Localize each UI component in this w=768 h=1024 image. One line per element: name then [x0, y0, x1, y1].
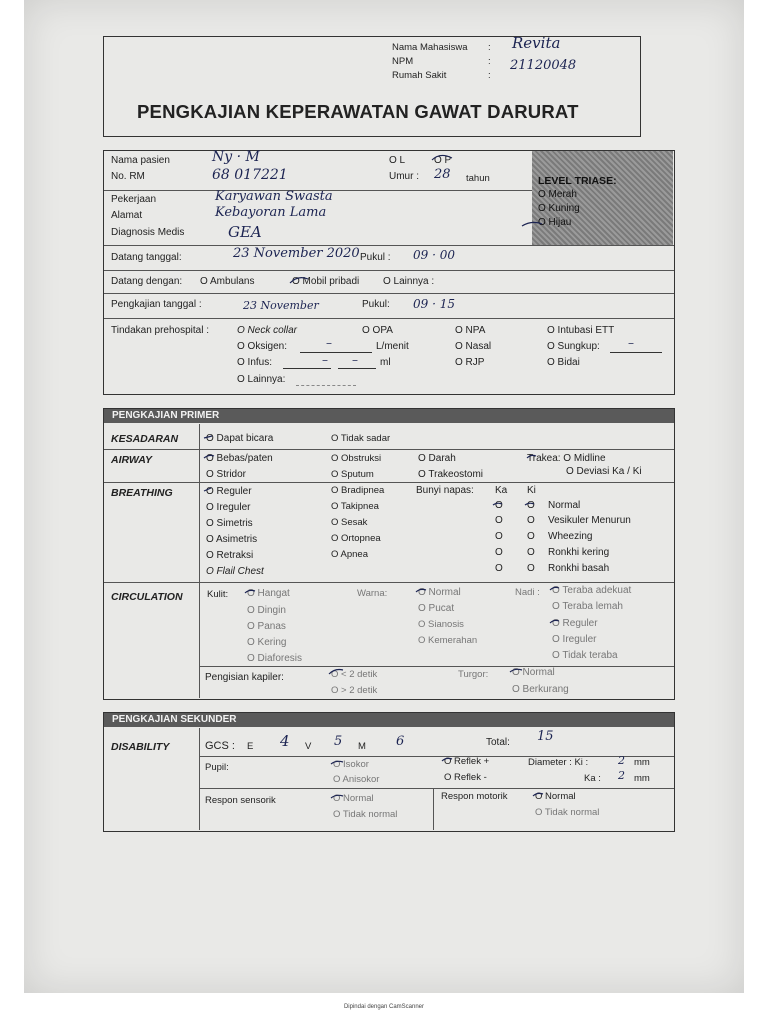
- vesikuler-label: Vesikuler Menurun: [548, 515, 631, 526]
- kulit-label: Kulit:: [207, 589, 229, 600]
- deviasi-option[interactable]: O Deviasi Ka / Ki: [566, 466, 642, 477]
- ki-radio[interactable]: O: [527, 515, 535, 526]
- kapiler-gt2-option[interactable]: O > 2 detik: [331, 685, 378, 696]
- tahun-label: tahun: [466, 173, 490, 184]
- pekerjaan-label: Pekerjaan: [111, 194, 157, 205]
- gcs-m-label: M: [358, 741, 366, 752]
- tindakan-prehospital-label: Tindakan prehospital :: [111, 325, 210, 336]
- pengkajian-tanggal-value: 23 November: [243, 299, 319, 312]
- mobil-pribadi-option[interactable]: O Mobil pribadi: [292, 276, 360, 287]
- diaforesis-option[interactable]: O Diaforesis: [247, 653, 303, 664]
- diagnosis-label: Diagnosis Medis: [111, 227, 185, 238]
- datang-tanggal-label: Datang tanggal:: [111, 252, 182, 263]
- npm-label: NPM: [392, 56, 414, 67]
- ki-radio[interactable]: O: [527, 547, 535, 558]
- npm-value: 21120048: [510, 58, 577, 73]
- nadi-reguler-option[interactable]: O Reguler: [552, 618, 598, 629]
- sekunder-title: PENGKAJIAN SEKUNDER: [112, 714, 237, 725]
- breathing-label: BREATHING: [111, 487, 173, 499]
- isokor-option[interactable]: O Isokor: [333, 759, 369, 770]
- scanner-footer: Dipindai dengan CamScanner: [343, 1004, 425, 1010]
- pukul-value: 09 · 00: [413, 248, 455, 262]
- oksigen-value: –: [326, 336, 332, 350]
- kering-option[interactable]: O Kering: [247, 637, 287, 648]
- rumah-sakit-label: Rumah Sakit: [392, 70, 447, 81]
- oksigen-option[interactable]: O Oksigen:: [237, 341, 288, 352]
- total-label: Total:: [486, 737, 510, 748]
- panas-option[interactable]: O Panas: [247, 621, 286, 632]
- infus-option[interactable]: O Infus:: [237, 357, 273, 368]
- gcs-label: GCS :: [205, 740, 235, 752]
- ki-radio[interactable]: O: [527, 531, 535, 542]
- trakeostomi-option[interactable]: O Trakeostomi: [418, 469, 484, 480]
- kapiler-lt2-option[interactable]: O < 2 detik: [331, 669, 378, 680]
- triase-merah[interactable]: O Merah: [538, 189, 577, 200]
- anisokor-option[interactable]: O Anisokor: [333, 774, 380, 785]
- colon: :: [488, 56, 491, 67]
- teraba-lemah-option[interactable]: O Teraba lemah: [552, 601, 623, 612]
- takipnea-option[interactable]: O Takipnea: [331, 501, 379, 512]
- opa-option[interactable]: O OPA: [362, 325, 393, 336]
- no-rm-value: 68 017221: [212, 167, 288, 183]
- ronkhi-basah-label: Ronkhi basah: [548, 563, 610, 574]
- neck-collar-option[interactable]: O Neck collar: [237, 325, 298, 336]
- ki-radio[interactable]: O: [527, 500, 535, 511]
- turgor-label: Turgor:: [458, 669, 489, 680]
- colon: :: [488, 70, 491, 81]
- colon: :: [488, 42, 491, 53]
- ortopnea-option[interactable]: O Ortopnea: [331, 533, 381, 544]
- simetris-option[interactable]: O Simetris: [206, 518, 253, 529]
- lainnya-option[interactable]: O Lainnya :: [383, 276, 435, 287]
- gcs-v-value: 5: [334, 734, 343, 749]
- diameter-ka-value: 2: [618, 769, 625, 782]
- tidak-sadar-option[interactable]: O Tidak sadar: [331, 433, 391, 444]
- sex-p-option[interactable]: O P: [434, 155, 452, 166]
- berkurang-option[interactable]: O Berkurang: [512, 684, 569, 695]
- pukul-value: 09 · 15: [413, 297, 455, 311]
- form-title: PENGKAJIAN KEPERAWATAN GAWAT DARURAT: [137, 101, 579, 122]
- ireguler-option[interactable]: O Ireguler: [206, 502, 251, 513]
- infus-value: –: [352, 353, 358, 367]
- nama-mahasiswa-label: Nama Mahasiswa: [392, 42, 468, 53]
- rjp-option[interactable]: O RJP: [455, 357, 485, 368]
- wheezing-label: Wheezing: [548, 531, 593, 542]
- gcs-m-value: 6: [396, 734, 405, 749]
- nasal-option[interactable]: O Nasal: [455, 341, 492, 352]
- warna-normal-option[interactable]: O Normal: [418, 587, 461, 598]
- kemerahan-option[interactable]: O Kemerahan: [418, 635, 478, 646]
- npa-option[interactable]: O NPA: [455, 325, 486, 336]
- reflek-plus-option[interactable]: O Reflek +: [444, 756, 490, 767]
- nadi-ireguler-option[interactable]: O Ireguler: [552, 634, 597, 645]
- diameter-ki-label: Diameter : Ki :: [528, 757, 589, 768]
- primer-section-bar: [104, 409, 674, 423]
- datang-tanggal-value: 23 November 2020: [233, 246, 360, 261]
- warna-label: Warna:: [357, 588, 388, 599]
- bebas-paten-option[interactable]: O Bebas/paten: [206, 453, 273, 464]
- disability-label: DISABILITY: [111, 741, 170, 753]
- sex-l-option[interactable]: O L: [389, 155, 406, 166]
- bidai-option[interactable]: O Bidai: [547, 357, 580, 368]
- normal-label: Normal: [548, 500, 581, 511]
- tidak-teraba-option[interactable]: O Tidak teraba: [552, 650, 618, 661]
- umur-value: 28: [434, 167, 451, 182]
- pekerjaan-value: Karyawan Swasta: [215, 189, 333, 204]
- bradipnea-option[interactable]: O Bradipnea: [331, 485, 385, 496]
- alamat-label: Alamat: [111, 210, 143, 221]
- pengkajian-tanggal-label: Pengkajian tanggal :: [111, 299, 202, 310]
- sungkup-value: –: [628, 336, 634, 350]
- nama-mahasiswa-value: Revita: [512, 34, 561, 52]
- diagnosis-value: GEA: [228, 223, 262, 241]
- umur-label: Umur :: [389, 171, 419, 182]
- darah-option[interactable]: O Darah: [418, 453, 456, 464]
- respon-motorik-label: Respon motorik: [441, 791, 508, 802]
- ronkhi-kering-label: Ronkhi kering: [548, 547, 610, 558]
- reguler-option[interactable]: O Reguler: [206, 486, 252, 497]
- triase-kuning[interactable]: O Kuning: [538, 203, 580, 214]
- nama-pasien-value: Ny · M: [212, 149, 260, 165]
- ki-label: Ki: [527, 485, 536, 496]
- pucat-option[interactable]: O Pucat: [418, 603, 455, 614]
- hangat-option[interactable]: O Hangat: [247, 588, 290, 599]
- obstruksi-option[interactable]: O Obstruksi: [331, 453, 382, 464]
- motorik-tidak-normal-option[interactable]: O Tidak normal: [535, 807, 600, 818]
- retraksi-option[interactable]: O Retraksi: [206, 550, 254, 561]
- sesak-option[interactable]: O Sesak: [331, 517, 368, 528]
- pupil-label: Pupil:: [205, 762, 229, 773]
- triase-hijau[interactable]: O Hijau: [538, 217, 572, 228]
- triase-title: LEVEL TRIASE:: [538, 175, 617, 187]
- lainnya-option[interactable]: O Lainnya:: [237, 374, 286, 385]
- pukul-label: Pukul :: [360, 252, 391, 263]
- diameter-ka-label: Ka :: [584, 773, 601, 784]
- sekunder-section-bar: [104, 713, 674, 727]
- sungkup-option[interactable]: O Sungkup:: [547, 341, 600, 352]
- respon-sensorik-label: Respon sensorik: [205, 795, 276, 806]
- flail-chest-option[interactable]: O Flail Chest: [206, 566, 264, 577]
- airway-label: AIRWAY: [111, 454, 153, 466]
- gcs-v-label: V: [305, 741, 312, 752]
- intubasi-option[interactable]: O Intubasi ETT: [547, 325, 615, 336]
- ka-radio[interactable]: O: [495, 547, 503, 558]
- ambulans-option[interactable]: O Ambulans: [200, 276, 255, 287]
- gcs-e-label: E: [247, 741, 254, 752]
- apnea-option[interactable]: O Apnea: [331, 549, 368, 560]
- dingin-option[interactable]: O Dingin: [247, 605, 286, 616]
- datang-dengan-label: Datang dengan:: [111, 276, 183, 287]
- sensorik-tidak-normal-option[interactable]: O Tidak normal: [333, 809, 398, 820]
- infus-value: –: [322, 353, 328, 367]
- pukul-label: Pukul:: [362, 299, 390, 310]
- bunyi-napas-label: Bunyi napas:: [416, 485, 474, 496]
- gcs-e-value: 4: [280, 732, 290, 750]
- mm-label: mm: [634, 773, 650, 784]
- l-menit-label: L/menit: [376, 341, 409, 352]
- ka-radio[interactable]: O: [495, 500, 503, 511]
- total-value: 15: [537, 729, 554, 744]
- ka-radio[interactable]: O: [495, 531, 503, 542]
- nadi-label: Nadi :: [515, 587, 540, 598]
- trakea-midline-option[interactable]: Trakea: O Midline: [527, 453, 606, 464]
- ki-radio[interactable]: O: [527, 563, 535, 574]
- pengisian-kapiler-label: Pengisian kapiler:: [205, 672, 284, 683]
- nama-pasien-label: Nama pasien: [111, 155, 170, 166]
- diameter-ki-value: 2: [618, 754, 625, 767]
- sianosis-option[interactable]: O Sianosis: [418, 619, 464, 630]
- ka-radio[interactable]: O: [495, 515, 503, 526]
- asimetris-option[interactable]: O Asimetris: [206, 534, 258, 545]
- ka-label: Ka: [495, 485, 508, 496]
- no-rm-label: No. RM: [111, 171, 145, 182]
- ml-label: ml: [380, 357, 391, 368]
- motorik-normal-option[interactable]: O Normal: [535, 791, 576, 802]
- reflek-minus-option[interactable]: O Reflek -: [444, 772, 487, 783]
- circulation-label: CIRCULATION: [111, 591, 183, 603]
- mm-label: mm: [634, 757, 650, 768]
- alamat-value: Kebayoran Lama: [215, 205, 327, 220]
- sensorik-normal-option[interactable]: O Normal: [333, 793, 374, 804]
- teraba-adekuat-option[interactable]: O Teraba adekuat: [552, 585, 632, 596]
- ka-radio[interactable]: O: [495, 563, 503, 574]
- stridor-option[interactable]: O Stridor: [206, 469, 247, 480]
- kesadaran-label: KESADARAN: [111, 433, 179, 445]
- primer-title: PENGKAJIAN PRIMER: [112, 410, 220, 421]
- sputum-option[interactable]: O Sputum: [331, 469, 374, 480]
- dapat-bicara-option[interactable]: O Dapat bicara: [206, 433, 274, 444]
- turgor-normal-option[interactable]: O Normal: [512, 667, 555, 678]
